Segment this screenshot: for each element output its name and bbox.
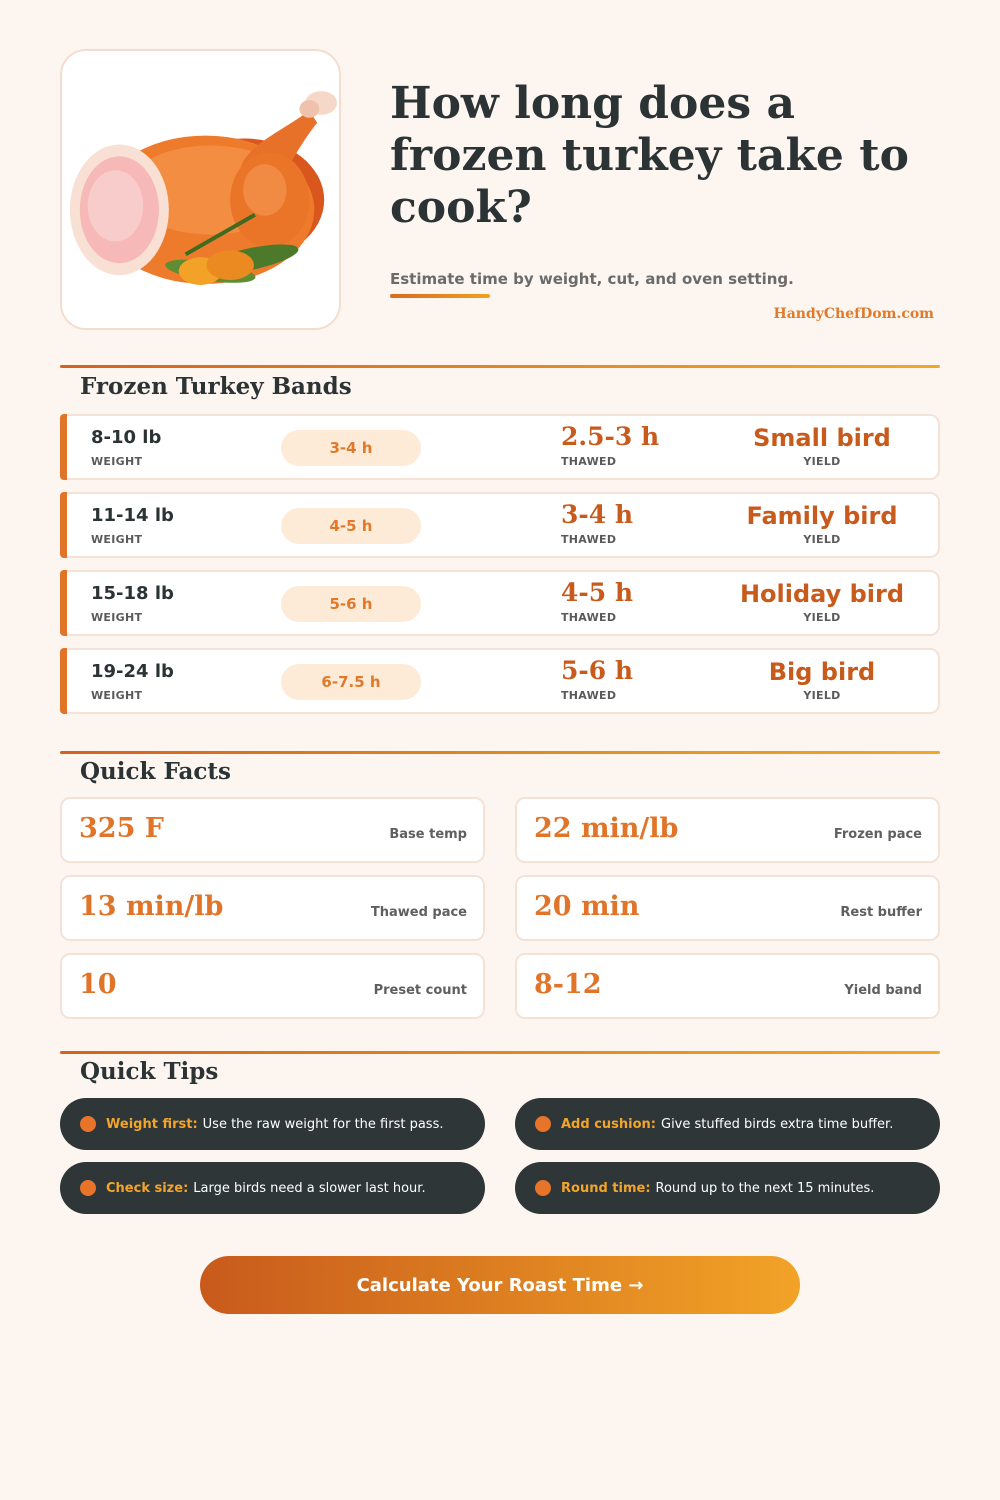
weight-caption: WEIGHT (91, 455, 143, 468)
fact-card (515, 953, 940, 1019)
fact-label: Preset count (373, 983, 467, 998)
row-accent-bar (60, 570, 67, 636)
bullet-icon (80, 1116, 96, 1132)
row-accent-bar (60, 648, 67, 714)
brand-link[interactable]: HandyChefDom.com (773, 306, 934, 322)
band-row (60, 570, 940, 636)
fact-label: Frozen pace (833, 827, 922, 842)
bullet-icon (535, 1180, 551, 1196)
yield-caption: YIELD (803, 689, 841, 702)
bullet-icon (80, 1180, 96, 1196)
band-weight: 19-24 lb (91, 661, 174, 682)
page-title: How long does a frozen turkey take to cook? (390, 78, 909, 233)
bands-section-title: Frozen Turkey Bands (80, 373, 352, 400)
fact-label: Thawed pace (370, 905, 467, 920)
section-divider (60, 751, 940, 754)
tip-key: Check size: (106, 1180, 189, 1196)
calculate-roast-time-button[interactable]: Calculate Your Roast Time → (200, 1256, 800, 1314)
fact-card (60, 797, 485, 863)
fact-value: 10 (79, 969, 117, 1000)
weight-caption: WEIGHT (91, 689, 143, 702)
section-divider (60, 1051, 940, 1054)
band-weight: 15-18 lb (91, 583, 174, 604)
roast-turkey-icon (62, 50, 339, 330)
fact-value: 325 F (79, 813, 164, 844)
frozen-time-pill: 4-5 h (281, 508, 421, 544)
band-row (60, 648, 940, 714)
subtitle-underline (390, 294, 490, 298)
yield-label: Big bird (768, 658, 876, 686)
tip-pill (60, 1162, 485, 1214)
frozen-time-pill: 3-4 h (281, 430, 421, 466)
row-accent-bar (60, 414, 67, 480)
row-accent-bar (60, 492, 67, 558)
band-weight: 11-14 lb (91, 505, 174, 526)
tip-key: Round time: (561, 1180, 651, 1196)
thawed-time: 2.5-3 h (561, 422, 660, 451)
yield-caption: YIELD (803, 455, 841, 468)
yield-caption: YIELD (803, 611, 841, 624)
fact-label: Yield band (844, 983, 922, 998)
fact-card (515, 875, 940, 941)
thawed-caption: THAWED (561, 455, 617, 468)
thawed-time: 5-6 h (561, 656, 634, 685)
thawed-time: 3-4 h (561, 500, 634, 529)
hero-image-card (60, 49, 341, 330)
tip-pill (60, 1098, 485, 1150)
fact-card (60, 875, 485, 941)
section-divider (60, 365, 940, 368)
facts-section-title: Quick Facts (80, 758, 231, 785)
fact-label: Rest buffer (840, 905, 922, 920)
frozen-time-pill: 6-7.5 h (281, 664, 421, 700)
tip-text: Round up to the next 15 minutes. (655, 1180, 875, 1196)
weight-caption: WEIGHT (91, 533, 143, 546)
thawed-time: 4-5 h (561, 578, 634, 607)
yield-label: Holiday bird (739, 580, 905, 608)
yield-label: Family bird (746, 502, 898, 530)
band-row (60, 414, 940, 480)
fact-value: 22 min/lb (534, 813, 679, 844)
bullet-icon (535, 1116, 551, 1132)
tip-text: Use the raw weight for the first pass. (202, 1116, 444, 1132)
tip-key: Weight first: (106, 1116, 198, 1132)
thawed-caption: THAWED (561, 533, 617, 546)
fact-card (515, 797, 940, 863)
fact-value: 20 min (534, 891, 640, 922)
thawed-caption: THAWED (561, 611, 617, 624)
fact-value: 8-12 (534, 969, 602, 1000)
yield-label: Small bird (753, 424, 891, 452)
fact-label: Base temp (389, 827, 467, 842)
tip-pill (515, 1098, 940, 1150)
yield-caption: YIELD (803, 533, 841, 546)
tips-section-title: Quick Tips (80, 1058, 219, 1085)
tip-text: Large birds need a slower last hour. (193, 1180, 426, 1196)
band-row (60, 492, 940, 558)
weight-caption: WEIGHT (91, 611, 143, 624)
tip-pill (515, 1162, 940, 1214)
page-subtitle: Estimate time by weight, cut, and oven setting. (390, 270, 794, 288)
band-weight: 8-10 lb (91, 427, 162, 448)
fact-value: 13 min/lb (79, 891, 224, 922)
thawed-caption: THAWED (561, 689, 617, 702)
tip-key: Add cushion: (561, 1116, 656, 1132)
frozen-time-pill: 5-6 h (281, 586, 421, 622)
fact-card (60, 953, 485, 1019)
tip-text: Give stuffed birds extra time buffer. (661, 1116, 894, 1132)
